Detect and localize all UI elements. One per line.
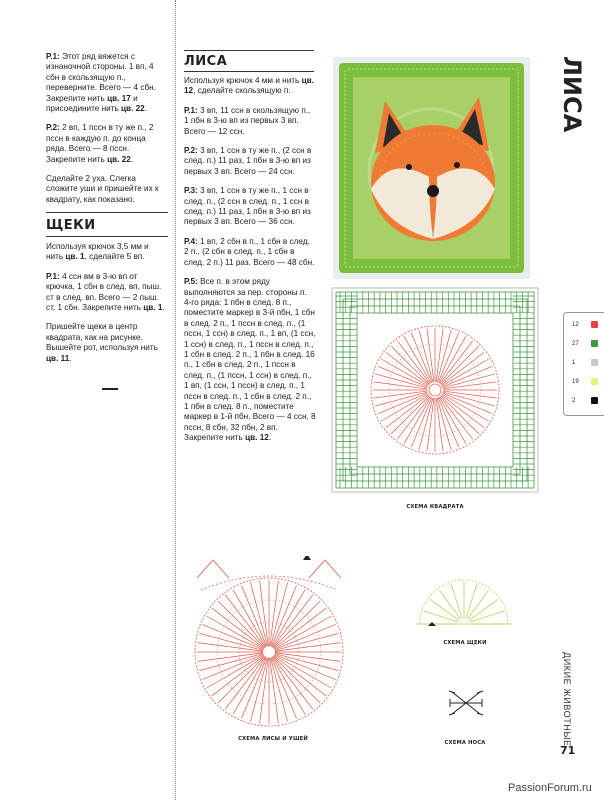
stitch-ray — [250, 582, 267, 646]
watermark: PassionForum.ru — [508, 782, 592, 794]
stitch-ray — [271, 582, 288, 646]
stitch-ray — [441, 395, 484, 428]
stitch-ray — [272, 590, 305, 647]
stitch-ray — [212, 656, 264, 696]
stitch-ray — [275, 633, 339, 650]
nose-diagram — [446, 688, 486, 718]
stitch-ray — [275, 653, 340, 662]
side-title: ЛИСА — [558, 56, 586, 133]
stitch-ray — [274, 608, 326, 648]
fox-title: ЛИСА — [184, 54, 228, 69]
fox-diagram — [183, 556, 355, 732]
stitch-ray — [233, 657, 266, 714]
divider — [46, 212, 168, 213]
color-legend — [563, 312, 604, 416]
fox-row-2: Р.2: 3 вп, 1 ссн в ту же п., (2 ссн в след. п.) 11 раз, 1 пбн в 3-ю вп из первых 3 вп. Всего — 24 ссн. — [184, 146, 312, 176]
fox-row-4: Р.4: 1 вп, 2 сбн в п., 1 сбн в след. 2 п., (2 сбн в след. п., 1 сбн в след. 2 п.) 11 раз. Всего — 48 сбн. — [184, 236, 315, 267]
divider — [46, 236, 168, 237]
divider — [184, 50, 314, 51]
page-number: 71 — [560, 744, 576, 757]
fox-intro: Используя крючок 4 мм и нить цв. 12, сделайте скользящую п. — [184, 76, 314, 96]
stitch-ray — [270, 658, 279, 723]
legend-item: 19 — [572, 379, 579, 385]
legend-item: 12 — [572, 322, 579, 328]
column-separator — [175, 0, 176, 800]
stitch-ray — [272, 657, 305, 714]
cheek-caption: СХЕМА ЩЕКИ — [443, 640, 487, 646]
legend-item: 1 — [572, 360, 575, 366]
stitch-ray — [198, 653, 263, 662]
stitch-ray — [260, 581, 269, 646]
color-swatch — [591, 359, 598, 366]
stitch-ray — [207, 616, 264, 649]
cheeks-title: ЩЕКИ — [46, 218, 96, 233]
stitch-ray — [274, 655, 331, 688]
stitch-ray — [391, 396, 429, 434]
section-label: ДИКИЕ ЖИВОТНЫЕ — [562, 652, 572, 747]
square-diagram — [330, 286, 540, 494]
fox-row-1: Р.1: 3 вп, 11 ссн в скользящую п., 1 пбн в 3-ю вп из первых 3 вп. Всего — 12 ссн. — [184, 105, 311, 136]
stitch-ray — [441, 396, 479, 434]
stitch-ray — [397, 341, 430, 384]
end-mark — [102, 388, 118, 390]
stitch-ray — [440, 396, 473, 439]
stitch-ray — [212, 608, 264, 648]
stitch-ray — [199, 654, 263, 671]
cheeks-finish: Пришейте щеки в центр квадрата, как на рисунке. Вышейте рот, используя нить цв. 11. — [46, 322, 158, 363]
color-swatch — [591, 378, 598, 385]
ears-assembly: Сделайте 2 уха. Слегка сложите уши и пришейте их к квадрату, как показано. — [46, 174, 159, 204]
stitch-ray — [273, 595, 313, 647]
stitch-ray — [270, 581, 279, 646]
stitch-ray — [199, 633, 263, 650]
cheeks-text — [46, 242, 168, 373]
legend-item: 27 — [572, 341, 579, 347]
stitch-ray — [274, 656, 326, 696]
stitch-ray — [386, 352, 429, 385]
fox-row-3: Р.3: 3 вп, 1 ссн в ту же п., 1 ссн в след. п., (2 ссн в след. п., 1 ссн в след. п.) 11 раз, 1 пбн в 3-ю вп из первых 3 вп. Всего — 36 ссн. — [184, 186, 311, 227]
stitch-ray — [397, 396, 430, 439]
ear-row-2: Р.2: 2 вп, 1 пссн в ту же п., 2 пссн в каждую п. до конца ряда. Всего — 8 пссн. Закрепите нить цв. 22. — [46, 123, 154, 164]
stitch-ray — [198, 643, 263, 652]
stitch-ray — [386, 395, 429, 428]
stitch-ray — [275, 654, 339, 671]
stitch-ray — [225, 657, 265, 709]
fox-caption: СХЕМА ЛИСЫ И УШЕЙ — [238, 736, 308, 742]
color-swatch — [591, 321, 598, 328]
ear-row-1: Р.1: Этот ряд вяжется с изнаночной стороны. 1 вп, 4 сбн в скользящую п., переверните. Всего — 4 сбн. Закрепите нить цв. 17 и присоедините нить цв. 22. — [46, 52, 156, 114]
fox-square-photo — [333, 57, 530, 279]
stitch-ray — [273, 657, 313, 709]
color-swatch — [591, 397, 598, 404]
stitch-ray — [233, 590, 266, 647]
stitch-ray — [260, 658, 269, 723]
stitch-ray — [441, 352, 484, 385]
fox-row-5: Р.5: Все п. в этом ряду выполняются за пер. стороны п. 4-го ряда: 1 пбн в след. 8 п., поместите маркер в 3-й пбн, 1 сбн в след. 2 п., 1 пссн в след. п., (1 пссн, 1 ссн) в след. п., 1 вп, (1 ссн, 1 ссн) в след. п., 1 пссн в след. п., 1 сбн в след. 2 п., 1 пбн в след. 16 п., 1 сбн в след. 2 п., 1 пссн в след. п., (1 пссн, 1 ссн) в след. п., 1 вп, (1 ссн, 1 пссн) в след. п., 1 пссн в след. п., 1 сбн в след. 2 п., 1 пбн в след. 8 п., поместите маркер в 1-й пбн. Всего — 4 ссн, 8 пссн, 8 сбн, 32 пбн, 2 вп. Закрепите нить цв. 12. — [184, 277, 316, 443]
stitch-ray — [274, 616, 331, 649]
color-swatch — [591, 340, 598, 347]
stitch-ray — [391, 346, 429, 384]
stitch-ray — [225, 595, 265, 647]
divider — [184, 71, 314, 72]
stitch-ray — [250, 658, 267, 722]
cheeks-row-1: Р.1: 4 ссн вм в 3-ю вп от крючка, 1 сбн в след. вп, пыш. ст в след. вп. Всего — 2 пыш. ст, 1 сбн. Закрепите нить цв. 1. — [46, 271, 165, 313]
cheeks-intro: Используя крючок 3,5 мм и нить цв. 1, сделайте 5 вп. — [46, 242, 149, 262]
nose-caption: СХЕМА НОСА — [444, 740, 486, 746]
fox-instructions — [184, 76, 316, 453]
stitch-ray — [271, 658, 288, 722]
left-column — [46, 52, 168, 214]
stitch-ray — [275, 643, 340, 652]
legend-item: 2 — [572, 398, 575, 404]
square-caption: СХЕМА КВАДРАТА — [406, 504, 464, 510]
cheek-diagram — [412, 568, 516, 630]
stitch-ray — [440, 341, 473, 384]
stitch-ray — [207, 655, 264, 688]
stitch-ray — [441, 346, 479, 384]
